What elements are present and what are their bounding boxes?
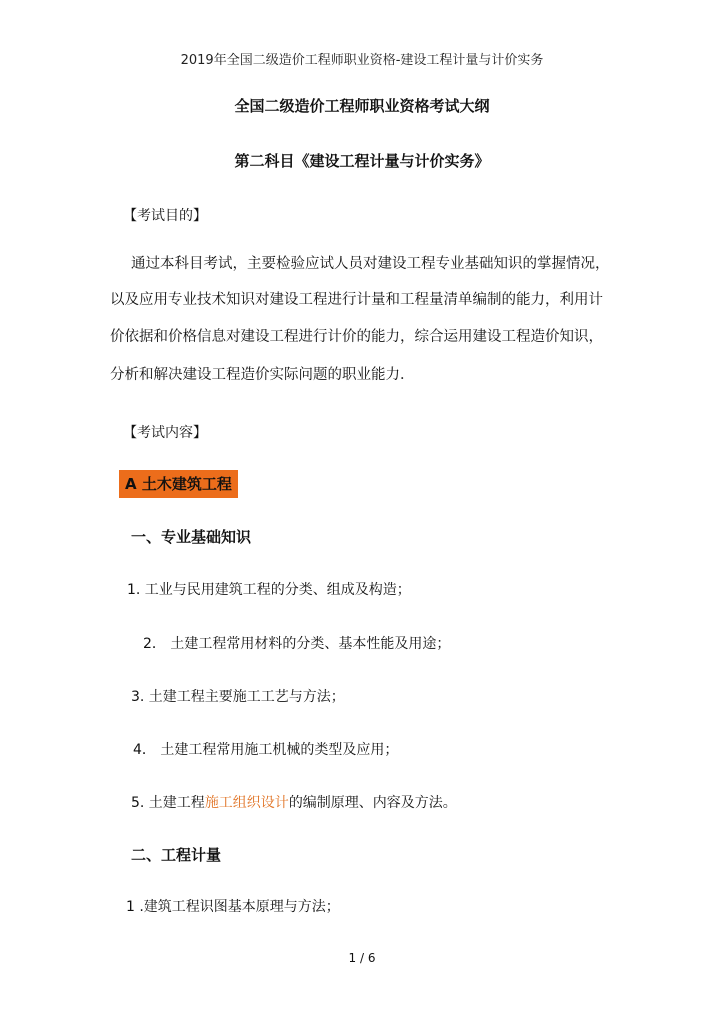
purpose-line: 价依据和价格信息对建设工程进行计价的能力，综合运用建设工程造价知识， bbox=[110, 329, 603, 345]
page-number: 1 / 6 bbox=[348, 951, 376, 965]
list-item bbox=[131, 792, 457, 812]
construction-organization-design-link[interactable]: 施工组织设计 bbox=[204, 795, 289, 811]
purpose-line: 分析和解决建设工程造价实际问题的职业能力． bbox=[110, 367, 415, 383]
purpose-line: 以及应用专业技术知识对建设工程进行计量和工程量清单编制的能力，利用计 bbox=[110, 292, 603, 308]
list-item: 1. 工业与民用建筑工程的分类、组成及构造； bbox=[127, 582, 411, 598]
list-item: 2． 土建工程常用材料的分类、基本性能及用途； bbox=[143, 636, 451, 652]
purpose-line: 通过本科目考试，主要检验应试人员对建设工程专业基础知识的掌握情况， bbox=[131, 256, 610, 272]
list-item-text: 5. 土建工程 bbox=[131, 795, 205, 811]
list-item: 4． 土建工程常用施工机械的类型及应用； bbox=[133, 742, 399, 758]
highlighted-heading: A 土木建筑工程 bbox=[119, 470, 238, 498]
list-item-text: 的编制原理、内容及方法。 bbox=[288, 795, 457, 811]
heading-engineering-measurement: 二、工程计量 bbox=[131, 846, 222, 864]
page-header: 2019年全国二级造价工程师职业资格-建设工程计量与计价实务 bbox=[180, 53, 544, 68]
heading-basic-knowledge: 一、专业基础知识 bbox=[131, 528, 252, 546]
section-exam-content: 【考试内容】 bbox=[123, 425, 207, 441]
document-subtitle: 第二科目《建设工程计量与计价实务》 bbox=[234, 152, 490, 170]
list-item: 1 .建筑工程识图基本原理与方法； bbox=[126, 899, 340, 915]
document-title: 全国二级造价工程师职业资格考试大纲 bbox=[234, 97, 490, 115]
section-exam-purpose: 【考试目的】 bbox=[123, 208, 207, 224]
list-item: 3. 土建工程主要施工工艺与方法； bbox=[131, 689, 345, 705]
